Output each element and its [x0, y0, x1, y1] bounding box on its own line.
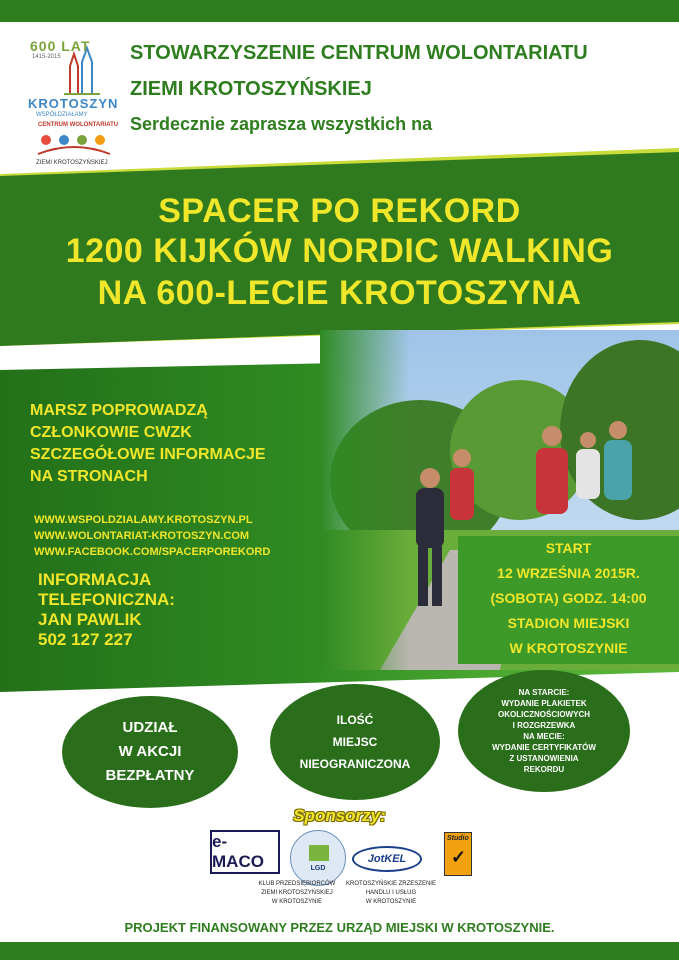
- logo-association: CENTRUM WOLONTARIATU: [38, 122, 119, 128]
- badge-line: WYDANIE CERTYFIKATÓW: [492, 743, 596, 752]
- funding-footer: PROJEKT FINANSOWANY PRZEZ URZĄD MIEJSKI W KROTOSZYNIE.: [124, 920, 555, 935]
- badge-line: UDZIAŁ: [122, 719, 178, 736]
- caption-line: KLUB PRZEDSIĘBIORCÓW: [258, 881, 336, 887]
- event-title-line3: NA 600-LECIE KROTOSZYNA: [97, 274, 582, 312]
- start-label: START: [545, 540, 592, 556]
- logo-years: 1415-2015: [32, 54, 61, 60]
- phone-info: [38, 570, 175, 650]
- badge-line: OKOLICZNOŚCIOWYCH: [498, 710, 590, 719]
- event-title-line2: 1200 KIJKÓW NORDIC WALKING: [65, 232, 614, 270]
- leaders-line1: MARSZ POPROWADZĄ: [30, 402, 208, 419]
- badge-line: REKORDU: [523, 765, 565, 774]
- lgd-label: LGD: [310, 865, 326, 872]
- badge-line: ILOŚĆ: [336, 713, 374, 727]
- caption-line: HANDLU I USŁUG: [365, 890, 417, 896]
- details-line1: SZCZEGÓŁOWE INFORMACJE: [30, 446, 266, 463]
- phone-label-line2: TELEFONICZNA:: [38, 590, 175, 609]
- details-line2: NA STRONACH: [30, 468, 148, 485]
- logo-region: ZIEMI KROTOSZYŃSKIEJ: [36, 160, 108, 166]
- start-box: [458, 536, 679, 664]
- badge-line: I ROZGRZEWKA: [512, 721, 576, 730]
- studio-logo: [444, 832, 472, 876]
- badge-line: WYDANIE PLAKIETEK: [501, 699, 587, 708]
- studio-label: Studio: [447, 835, 469, 842]
- website-list: [34, 512, 270, 560]
- logo-motto: WSPÓŁDZIAŁAMY: [36, 112, 88, 118]
- bottom-bar: [0, 942, 679, 960]
- badge-line: NIEOGRANICZONA: [299, 757, 411, 771]
- org-name-line2: ZIEMI KROTOSZYŃSKIEJ: [130, 78, 372, 100]
- badge-line: BEZPŁATNY: [105, 767, 195, 784]
- badge-line: W AKCJI: [118, 743, 182, 760]
- badge-line: MIEJSC: [332, 735, 378, 749]
- caption-line: W KROTOSZYNIE: [271, 899, 323, 905]
- badge-line: Z USTANOWIENIA: [509, 754, 579, 763]
- start-city: W KROTOSZYNIE: [509, 640, 628, 656]
- sponsors-heading: Sponsorzy:: [293, 806, 386, 825]
- start-place: STADION MIEJSKI: [507, 615, 630, 631]
- contact-name: JAN PAWLIK: [38, 610, 142, 629]
- unlimited-places-badge: [270, 684, 440, 800]
- logo-anniversary: 600 LAT: [30, 38, 91, 54]
- phone-label-line1: INFORMACJA: [38, 570, 152, 589]
- website-link[interactable]: WWW.FACEBOOK.COM/SPACERPOREKORD: [34, 546, 271, 558]
- jotkel-logo: JotKEL: [352, 846, 422, 872]
- logo-city: KROTOSZYN: [28, 96, 119, 111]
- top-bar: [0, 0, 679, 22]
- website-link[interactable]: WWW.WSPOLDZIALAMY.KROTOSZYN.PL: [34, 514, 253, 526]
- event-title-line1: SPACER PO REKORD: [158, 192, 521, 230]
- lgd-emblem-icon: [309, 845, 329, 861]
- emaco-logo: e-MACO: [210, 830, 280, 874]
- leaders-line2: CZŁONKOWIE CWZK: [30, 424, 192, 441]
- checkmark-icon: ✓: [451, 847, 467, 867]
- sponsor-caption-club: [254, 880, 340, 907]
- invitation-text: Serdecznie zaprasza wszystkich na: [130, 114, 433, 134]
- leaders-text: [30, 400, 310, 444]
- badge-line: NA MECIE:: [523, 732, 565, 741]
- org-name-line1: STOWARZYSZENIE CENTRUM WOLONTARIATU: [130, 42, 588, 64]
- start-time: (SOBOTA) GODZ. 14:00: [490, 590, 647, 606]
- program-badge: [458, 670, 630, 792]
- caption-line: ZIEMI KROTOSZYŃSKIEJ: [261, 890, 333, 896]
- phone-number: 502 127 227: [38, 630, 133, 649]
- caption-line: W KROTOSZYNIE: [365, 899, 417, 905]
- badge-line: NA STARCIE:: [518, 688, 570, 697]
- free-participation-badge: [62, 696, 238, 808]
- start-date: 12 WRZEŚNIA 2015R.: [497, 565, 640, 581]
- sponsor-caption-trade: [344, 880, 438, 907]
- lgd-logo: [290, 830, 346, 886]
- caption-line: KROTOSZYŃSKIE ZRZESZENIE: [346, 881, 436, 887]
- website-link[interactable]: WWW.WOLONTARIAT-KROTOSZYN.COM: [34, 530, 250, 542]
- details-text: [30, 444, 320, 488]
